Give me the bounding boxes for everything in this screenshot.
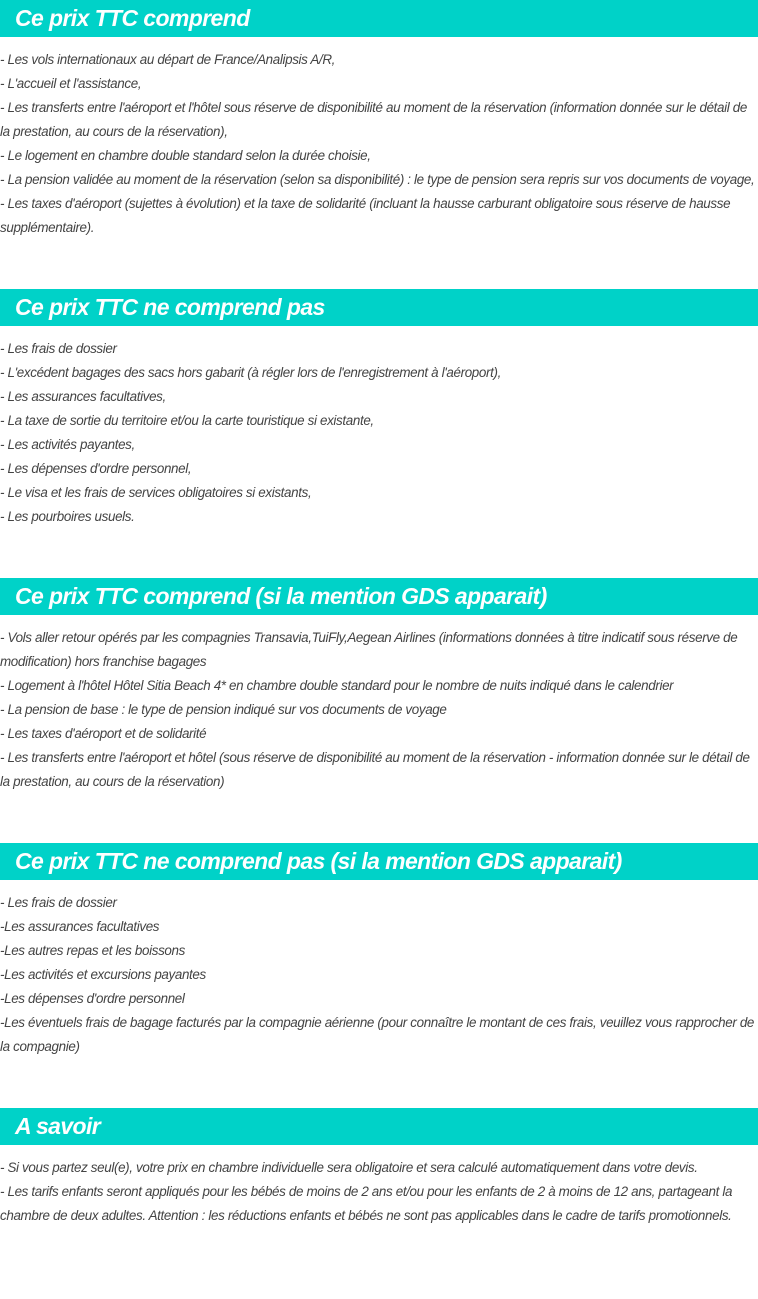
list-item: - La pension de base : le type de pension indiqué sur vos documents de voyage [0, 702, 447, 717]
list-item: - Vols aller retour opérés par les compagnies Transavia,TuiFly,Aegean Airlines (informations données à titre indicatif sous réserve de modification) hors franchise bagages [0, 630, 738, 669]
list-item: - Les dépenses d'ordre personnel, [0, 461, 192, 476]
section-body [0, 615, 758, 794]
list-item: - Les assurances facultatives, [0, 389, 166, 404]
section-body [0, 37, 758, 240]
list-item: -Les activités et excursions payantes [0, 967, 206, 982]
list-item: - Les vols internationaux au départ de France/Analipsis A/R, [0, 52, 336, 67]
list-item: - La taxe de sortie du territoire et/ou la carte touristique si existante, [0, 413, 374, 428]
list-item: -Les autres repas et les boissons [0, 943, 185, 958]
list-item: -Les éventuels frais de bagage facturés par la compagnie aérienne (pour connaître le montant de ces frais, veuillez vous rapprocher de la compagnie) [0, 1015, 755, 1054]
list-item: - Les frais de dossier [0, 341, 117, 356]
list-item: - Les frais de dossier [0, 895, 117, 910]
list-item: - Les transferts entre l'aéroport et hôtel (sous réserve de disponibilité au moment de la réservation - information donnée sur le détail de la prestation, au cours de la réservation) [0, 750, 750, 789]
list-item: - Les pourboires usuels. [0, 509, 135, 524]
section-excludes [0, 289, 758, 529]
list-item: - Les activités payantes, [0, 437, 135, 452]
list-item: - Logement à l'hôtel Hôtel Sitia Beach 4* en chambre double standard pour le nombre de nuits indiqué dans le calendrier [0, 678, 674, 693]
section-title: Ce prix TTC comprend (si la mention GDS apparait) [0, 578, 758, 615]
section-excludes-gds [0, 843, 758, 1059]
section-title: A savoir [0, 1108, 758, 1145]
section-body [0, 880, 758, 1059]
section-body [0, 1145, 758, 1228]
list-item: - L'accueil et l'assistance, [0, 76, 142, 91]
list-item: - Le visa et les frais de services obligatoires si existants, [0, 485, 312, 500]
section-good-to-know [0, 1108, 758, 1228]
list-item: - L'excédent bagages des sacs hors gabarit (à régler lors de l'enregistrement à l'aéroport), [0, 365, 501, 380]
list-item: - Les tarifs enfants seront appliqués pour les bébés de moins de 2 ans et/ou pour les enfants de 2 à moins de 12 ans, partageant la chambre de deux adultes. Attention : les réductions enfants et bébés ne sont pas applicables dans le cadre de tarifs promotionnels. [0, 1184, 733, 1223]
list-item: -Les assurances facultatives [0, 919, 160, 934]
section-includes [0, 0, 758, 240]
section-title: Ce prix TTC comprend [0, 0, 758, 37]
list-item: - Les taxes d'aéroport et de solidarité [0, 726, 207, 741]
list-item: - Les taxes d'aéroport (sujettes à évolution) et la taxe de solidarité (incluant la hausse carburant obligatoire sous réserve de hausse supplémentaire). [0, 196, 731, 235]
list-item: - Le logement en chambre double standard selon la durée choisie, [0, 148, 371, 163]
list-item: - Les transferts entre l'aéroport et l'hôtel sous réserve de disponibilité au moment de la réservation (information donnée sur le détail de la prestation, au cours de la réservation), [0, 100, 747, 139]
section-body [0, 326, 758, 529]
section-includes-gds [0, 578, 758, 794]
list-item: - La pension validée au moment de la réservation (selon sa disponibilité) : le type de pension sera repris sur vos documents de voyage, [0, 172, 755, 187]
list-item: -Les dépenses d'ordre personnel [0, 991, 185, 1006]
section-title: Ce prix TTC ne comprend pas [0, 289, 758, 326]
section-title: Ce prix TTC ne comprend pas (si la mention GDS apparait) [0, 843, 758, 880]
list-item: - Si vous partez seul(e), votre prix en chambre individuelle sera obligatoire et sera calculé automatiquement dans votre devis. [0, 1160, 698, 1175]
